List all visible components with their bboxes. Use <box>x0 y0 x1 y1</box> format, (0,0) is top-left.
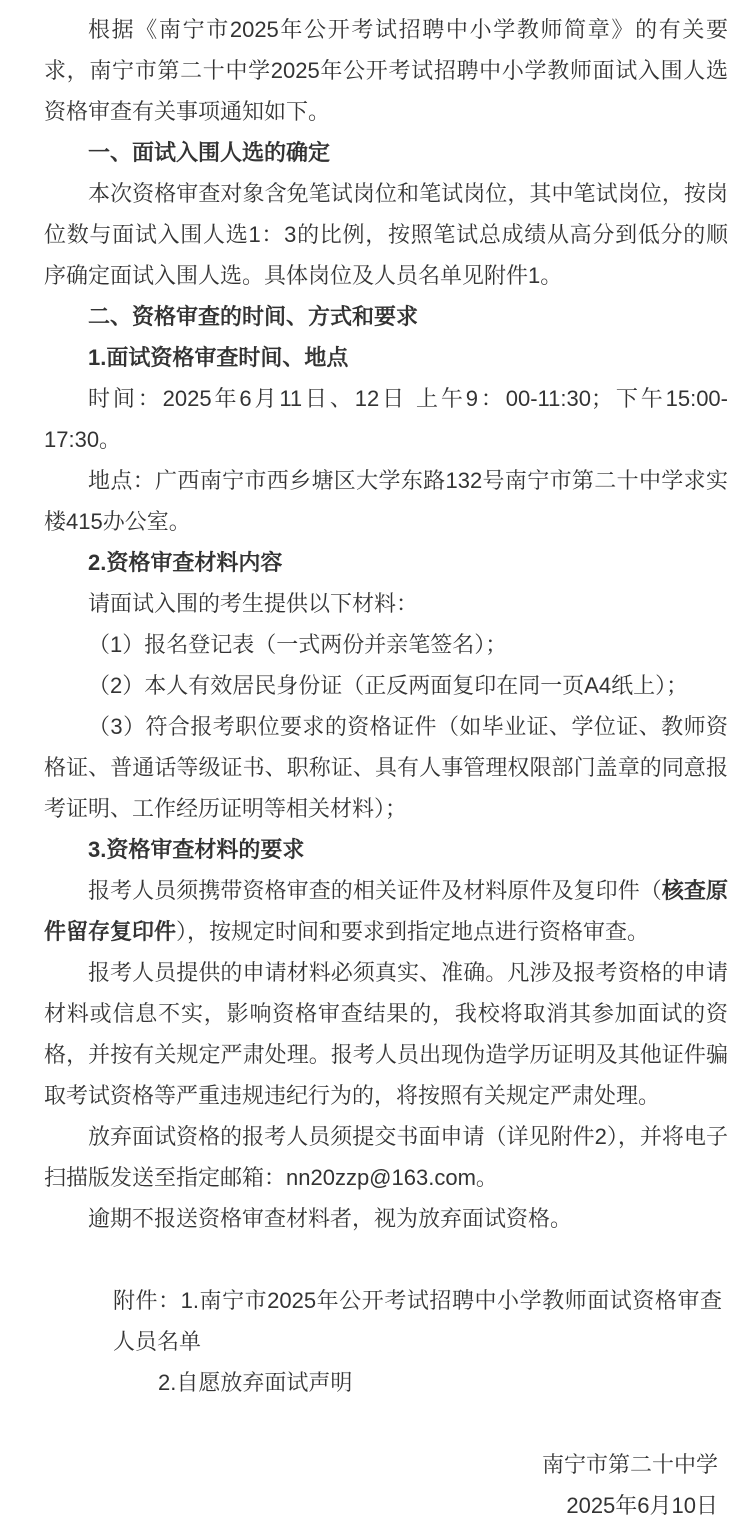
section1-body: 本次资格审查对象含免笔试岗位和笔试岗位，其中笔试岗位，按岗位数与面试入围人选1：3的比例，按照笔试总成绩从高分到低分的顺序确定面试入围人选。具体岗位及人员名单见附件1。 <box>44 181 728 288</box>
spacer <box>44 1403 728 1444</box>
material-item-1: （1）报名登记表（一式两份并亲笔签名）； <box>88 632 508 657</box>
spacer <box>44 1239 728 1280</box>
section1-heading: 一、面试入围人选的确定 <box>88 140 331 165</box>
material-item-3: （3）符合报考职位要求的资格证件（如毕业证、学位证、教师资格证、普通话等级证书、职称证、具有人事管理权限部门盖章的同意报考证明、工作经历证明等相关材料）； <box>44 714 728 821</box>
requirement-bold-text: 核查原件留存复印件 <box>44 878 728 944</box>
waiver-paragraph: 放弃面试资格的报考人员须提交书面申请（详见附件2），并将电子扫描版发送至指定邮箱：nn20zzp@163.com。 <box>44 1124 728 1190</box>
requirement-paragraph <box>44 870 728 952</box>
materials-intro-paragraph: 请面试入围的考生提供以下材料： <box>88 591 419 616</box>
intro-paragraph: 根据《南宁市2025年公开考试招聘中小学教师简章》的有关要求，南宁市第二十中学2025年公开考试招聘中小学教师面试入围人选资格审查有关事项通知如下。 <box>44 17 728 124</box>
requirement-text-before: 报考人员须携带资格审查的相关证件及材料原件及复印件（ <box>88 878 662 903</box>
requirement-text-after: ），按规定时间和要求到指定地点进行资格审查。 <box>176 919 650 944</box>
material-item-2: （2）本人有效居民身份证（正反两面复印在同一页A4纸上）； <box>88 673 689 698</box>
place-paragraph: 地点：广西南宁市西乡塘区大学东路132号南宁市第二十中学求实楼415办公室。 <box>44 468 728 534</box>
integrity-paragraph: 报考人员提供的申请材料必须真实、准确。凡涉及报考资格的申请材料或信息不实，影响资格审查结果的，我校将取消其参加面试的资格，并按有关规定严肃处理。报考人员出现伪造学历证明及其他证件骗取考试资格等严重违规违纪行为的，将按照有关规定严肃处理。 <box>44 960 728 1108</box>
signature-date: 2025年6月10日 <box>566 1493 718 1518</box>
attachment-list-item-2: 2.自愿放弃面试声明 <box>158 1370 353 1395</box>
time-paragraph: 时间：2025年6月11日、12日 上午9：00-11:30；下午15:00-17:30。 <box>44 386 728 452</box>
sub-heading-time-place: 1.面试资格审查时间、地点 <box>88 345 349 370</box>
sub-heading-requirements: 3.资格审查材料的要求 <box>88 837 305 862</box>
signature-organization: 南宁市第二十中学 <box>541 1452 718 1477</box>
deadline-paragraph: 逾期不报送资格审查材料者，视为放弃面试资格。 <box>88 1206 573 1231</box>
attachment-list-item-1: 附件：1.南宁市2025年公开考试招聘中小学教师面试资格审查人员名单 <box>113 1288 722 1354</box>
section2-heading: 二、资格审查的时间、方式和要求 <box>88 304 419 329</box>
sub-heading-materials: 2.资格审查材料内容 <box>88 550 283 575</box>
